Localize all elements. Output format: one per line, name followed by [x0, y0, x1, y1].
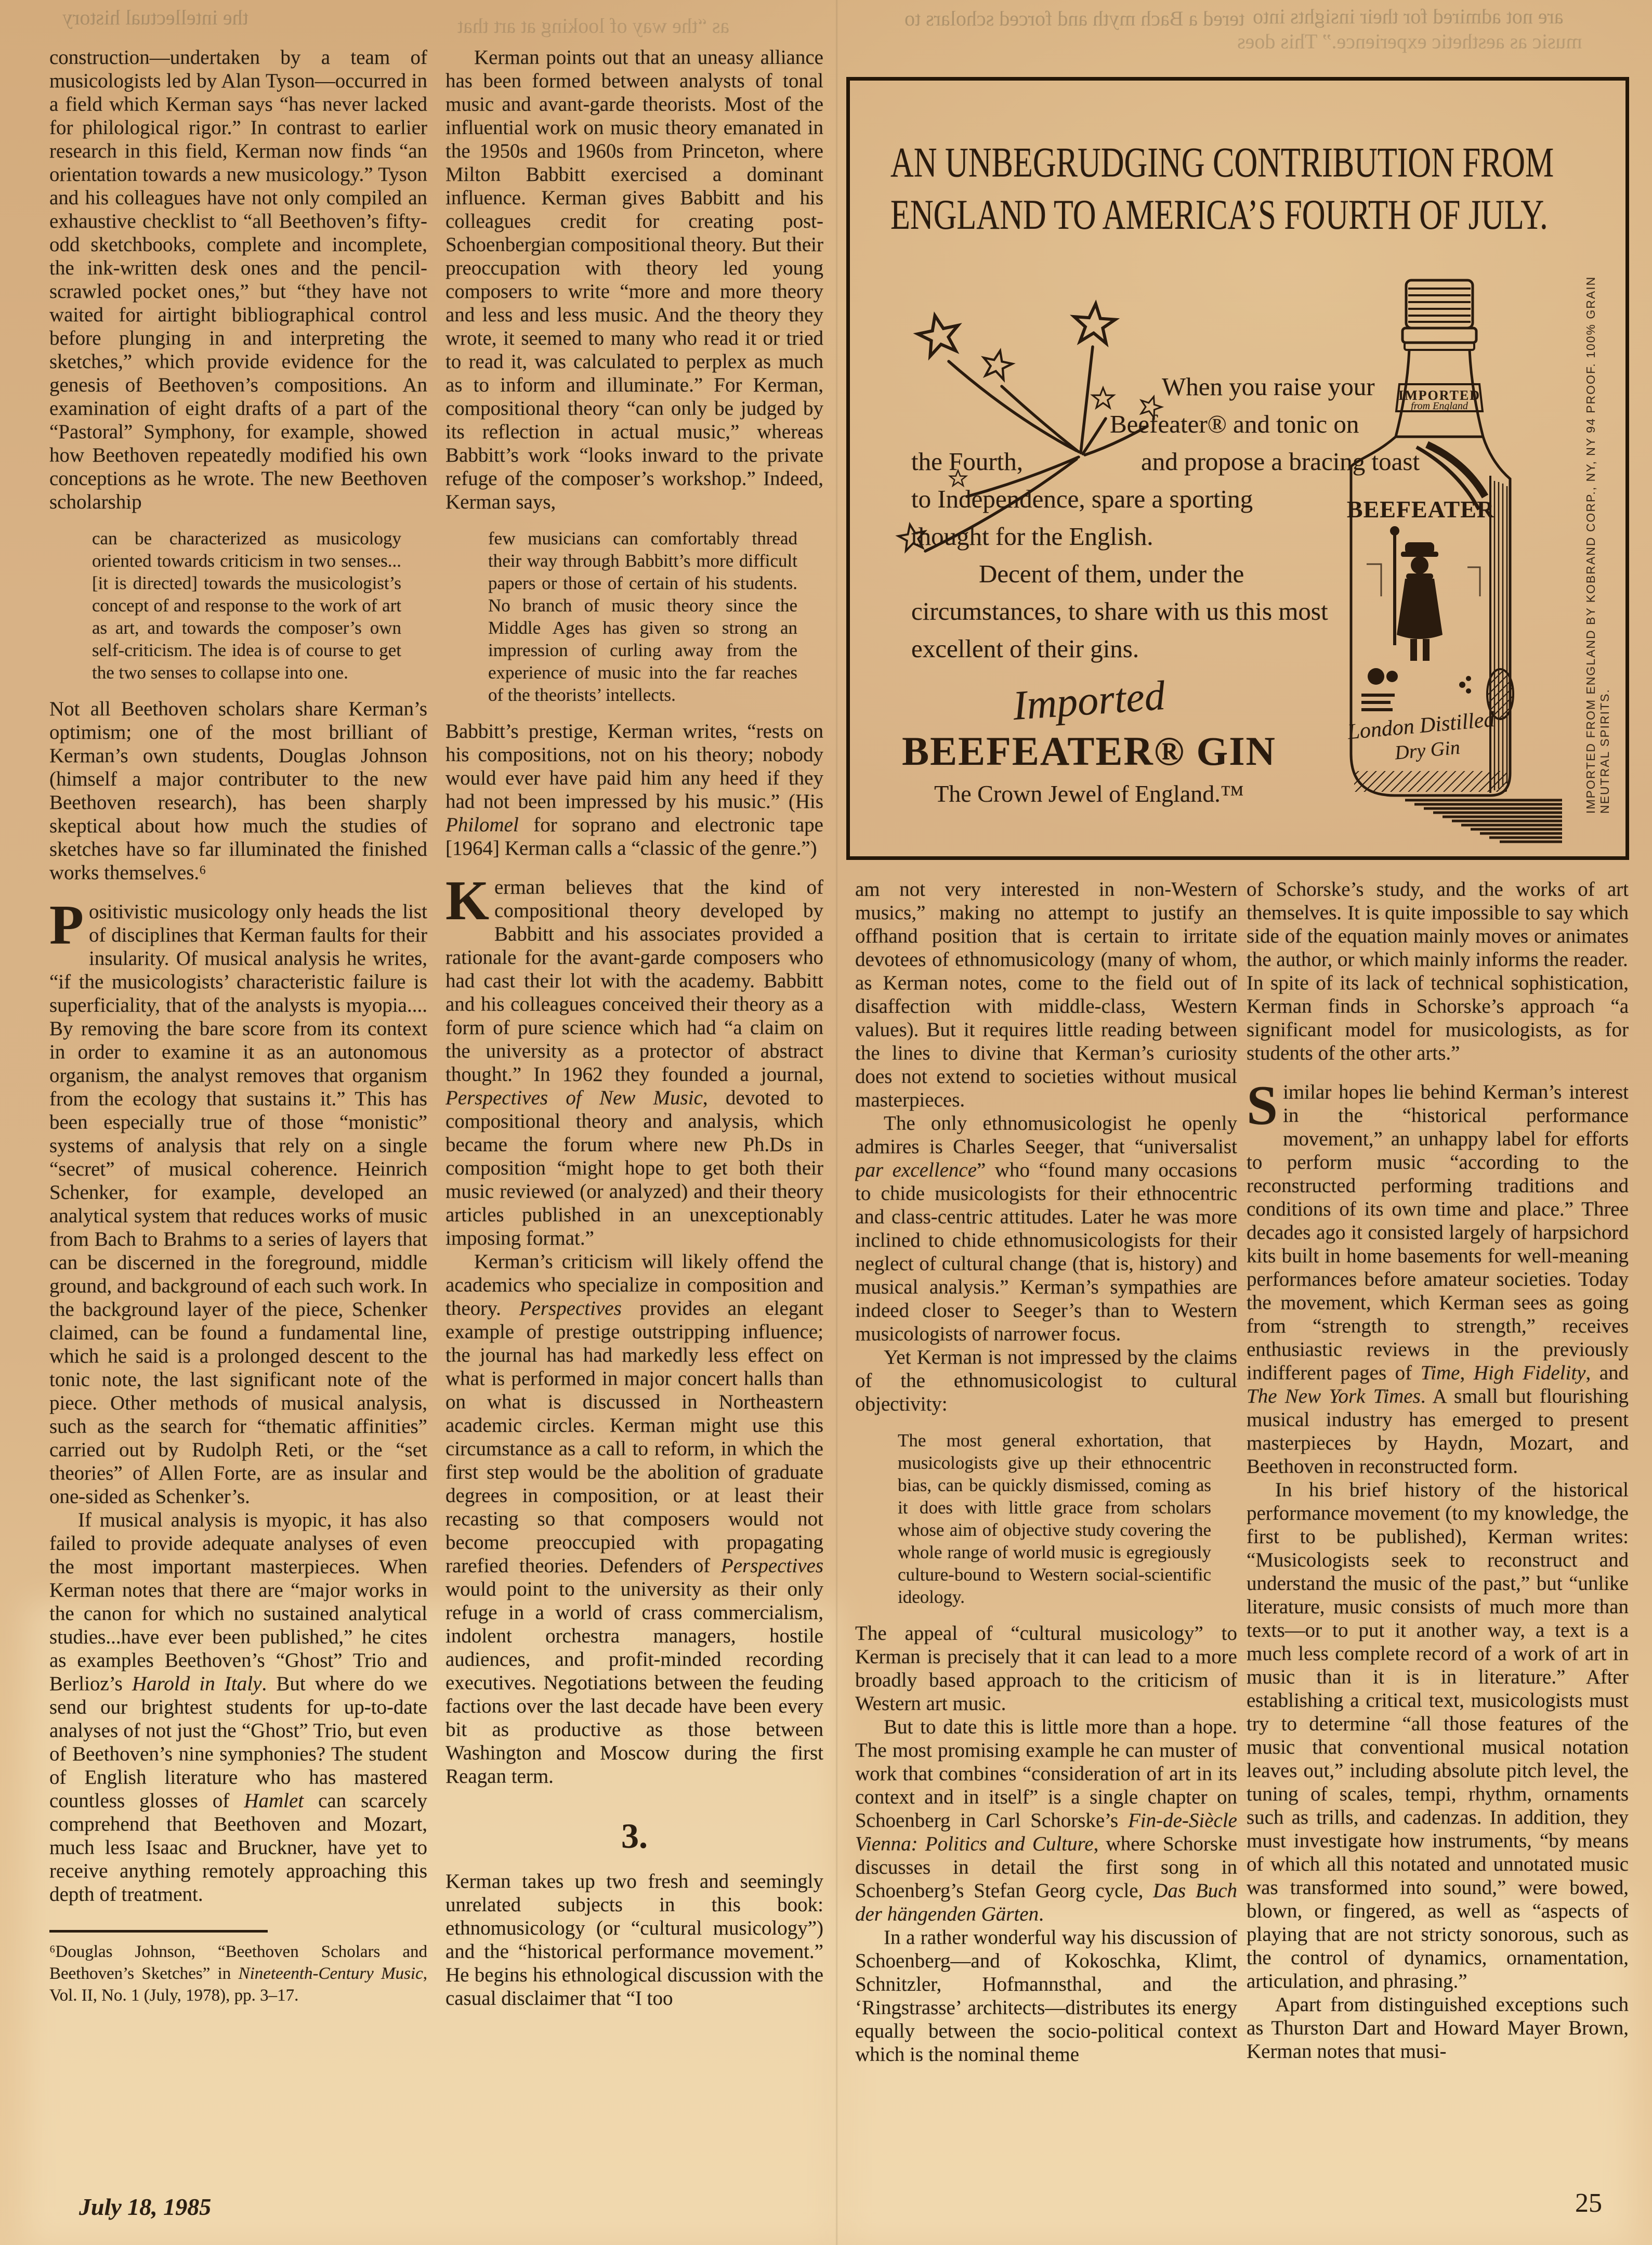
- yeoman-figure: [1390, 526, 1443, 661]
- ad-signature: [881, 672, 1297, 807]
- paragraph: Yet Kerman is not impressed by the claims of the ethnomusicologist to cultural objectivity:: [855, 1346, 1237, 1415]
- ad-copy-line: to Independence, spare a sporting: [911, 485, 1253, 513]
- ad-brand-name: BEEFEATER® GIN: [902, 728, 1276, 774]
- ad-tagline: The Crown Jewel of England.™: [934, 780, 1244, 807]
- article-column-3: [855, 878, 1237, 2167]
- bleed-through-line: are not admired for their insights into: [1253, 5, 1564, 28]
- ad-copy-line: the Fourth,: [911, 447, 1024, 476]
- svg-text:Dry Gin: Dry Gin: [1394, 736, 1461, 764]
- ad-copy-line: circumstances, to share with us this most: [911, 597, 1328, 625]
- paragraph: In spite of its lack of technical sophistication, Kerman finds in Schorske’s approach “a significant model for musicologists, as for students of the other arts.”: [1247, 972, 1629, 1064]
- bottle-script-label: London Distilled: [1346, 707, 1496, 745]
- bleed-through-line: tered a Bach myth and forced scholars to: [904, 7, 1245, 30]
- section-heading: 3.: [621, 1816, 648, 1856]
- ad-headline: AN UNBEGRUDGING CONTRIBUTION FROM ENGLAND TO AMERICA’S FOURTH OF JULY.: [890, 139, 1554, 239]
- ad-imported-script: Imported: [1011, 672, 1167, 729]
- bleed-through-line: as “the way of looking at art that: [457, 14, 730, 37]
- bottle-brand-label: BEEFEATER: [1346, 496, 1495, 523]
- footnote: ⁶Douglas Johnson, “Beethoven Scholars and Beethoven’s Sketches” in Nineteenth-Century Music, Vol. II, No. 1 (July, 1978), pp. 3–17.: [49, 1930, 427, 2006]
- drop-cap: P: [49, 894, 84, 956]
- blockquote: can be characterized as musicology oriented towards criticism in two senses...[it is directed] towards the musicologist’s concept of and response to the work of art as art, and towards the composer’s own self-criticism. The idea is of course to get the two senses to collapse into one.: [92, 528, 401, 683]
- paragraph: construction—undertaken by a team of musicologists led by Alan Tyson—occurred in a field which Kerman says “has never lacked for philological rigor.” In contrast to earlier research in this field, Kerman now finds “an orientation towards a new musicology.” Tyson and his colleagues have not only compiled an exhaustive checklist to “all Beethoven’s fifty-odd sketchbooks, complete and incomplete, the ink-written desk ones and the pencil-scrawled pocket ones,” but “they have not waited for airtight bibliographical control before plunging in and interpreting the sketches,” which provide evidence for the genesis of Beethoven’s compositions. An examination of eight drafts of a part of the “Pastoral” Symphony, for example, showed how Beethoven repeatedly modified his own conceptions as he wrote. The new Beethoven scholarship: [49, 46, 427, 513]
- paragraph: Apart from distinguished exceptions such as Thurston Dart and Howard Mayer Brown, Kerman notes that musi-: [1247, 1993, 1629, 2063]
- page-fold-crease: [836, 0, 838, 2245]
- bleed-through-line: the intellectual history: [62, 6, 248, 29]
- paragraph: If musical analysis is myopic, it has also failed to provide adequate analyses of even the most important masterpieces. When Kerman notes that there are “major works in the canon for which no sustained analytical studies...have ever been published,” he cites as examples Beethoven’s “Ghost” Trio and Berlioz’s Harold in Italy. But where do we send our brightest students for up-to-date analyses of not just the “Ghost” Trio, but even of Beethoven’s nine symphonies? The student of English literature who has mastered countless glosses of Hamlet can scarcely comprehend that Beethoven and Mozart, much less Isaac and Bruckner, have yet to receive anything remotely approaching this depth of treatment.: [49, 1509, 427, 1905]
- article-column-2: [445, 46, 823, 2141]
- bleed-through-line: music as aesthetic experience.” This does: [1237, 30, 1582, 53]
- paragraph: Kerman takes up two fresh and seemingly unrelated subjects in this book: ethnomusicology (or “cultural musicology”) and the “historical performance movement.” He begins his ethnological discussion with the casual disclaimer that “I too: [445, 1870, 823, 2009]
- blockquote: The most general exhortation, that musicologists give up their ethnocentric bias, can be quickly dismissed, coming as it does with little grace from scholars whose aim of objective study covering the whole range of world music is egregiously culture-bound to Western social-scientific ideology.: [898, 1430, 1211, 1607]
- paragraph: But to date this is little more than a hope. The most promising example he can muster of work that combines “consideration of art in its context and in itself” is a single chapter on Schoenberg in Carl Schorske’s Fin-de-Siècle Vienna: Politics and Culture, where Schorske discusses in detail the first song in Schoenberg’s Stefan Georg cycle, Das Buch der hängenden Gärten.: [855, 1716, 1237, 1925]
- ad-legal-small-print: IMPORTED FROM ENGLAND BY KOBRAND CORP., NY, NY 94 PROOF. 100% GRAIN NEUTRAL SPIRITS.: [1584, 276, 1611, 814]
- svg-text:from England: from England: [1411, 400, 1468, 412]
- issue-date: July 18, 1985: [79, 2194, 212, 2220]
- paragraph: Not all Beethoven scholars share Kerman’s optimism; one of the most brilliant of Kerman’s own students, Douglas Johnson (himself a major contributer to the new Beethoven research), has been sharply skeptical about how much the studies of sketches have so far illuminated the finished works themselves.⁶: [49, 698, 427, 884]
- paragraph: In his brief history of the historical performance movement (to my knowledge, the first to be published), Kerman writes: “Musicologists seek to reconstruct and understand the music of the past,” but “unlike literature, music consists of much more than texts—or to put it another way, a text is a much less complete record of a work of art in music than it is in literature.” After establishing a critical text, musicologists must try to determine “all those features of the music that conventional musical notation leaves out,” including absolute pitch level, the tuning of scales, tempi, rhythm, ornaments such as trills, and cadenzas. In addition, they must investigate how instruments, “by means of which all this notated and unnotated music was transformed into sound,” were bowed, blown, or fingered, as well as “aspects of playing that are not stricty sonorous, such as the control of dynamics, ornamentation, articulation, and phrasing.”: [1247, 1479, 1629, 1992]
- paragraph: Positivistic musicology only heads the list of disciplines that Kerman faults for their insularity. Of musical analysis he writes, “if the musicologists’ characteristic failure is superficiality, that of the analysts is myopia.... By removing the bare score from its context in order to examine it as an autonomous organism, the analyst removes that organism from the ecology that sustains it.” This has been especially true of those “monistic” systems of analysis that rely on a single “secret” of musical coherence. Heinrich Schenker, for example, developed an analytical system that reduces works of music from Bach to Brahms to a series of layers that can be discerned in the foreground, middle ground, and background of each such work. In the background layer of the piece, Schenker claimed, can be found a fundamental line, which he said is a prolonged descent to the tonic note, the last significant note of the piece. Other methods of musical analysis, such as the search for “thematic affinities” carried out by Rudolph Reti, or the “set theories” of Allen Forte, are as insular and one-sided as Schenker’s.: [49, 894, 427, 1508]
- ad-copy-line: Decent of them, under the: [979, 559, 1244, 588]
- drop-cap: K: [445, 870, 490, 932]
- paragraph: Kerman’s criticism will likely offend the academics who specialize in composition and theory. Perspectives provides an elegant example of prestige outstripping influence; the journal has had markedly less effect on what is performed in major concert halls than on what is discussed in Northeastern academic circles. Kerman might use this circumstance as a call to reform, in which the first step would be the abolition of graduate degrees in composition, or at least their recasting so that composers would not become preoccupied with propagating rarefied theories. Defenders of Perspectives would point to the university as their only refuge in a world of crass commercialism, indolent orchestra managers, hostile audiences, and profit-minded recording executives. Negotiations between the feuding factions over the last decade have been every bit as productive as those between Washington and Moscow during the first Reagan term.: [445, 1250, 823, 1787]
- ad-copy-line: excellent of their gins.: [911, 634, 1139, 663]
- gin-bottle-illustration: [1318, 273, 1562, 845]
- paragraph: of Schorske’s study, and the works of art themselves. It is quite impossible to say which side of the equation mainly moves or animates the author, or which mainly informs the reader.: [1247, 878, 1629, 971]
- ad-copy-line: thought for the English.: [911, 522, 1153, 551]
- blockquote: few musicians can comfortably thread their way through Babbitt’s more difficult papers or those of certain of his students. No branch of music theory since the Middle Ages has given so strong an impression of curling away from the experience of music into the far reaches of the theorists’ intellects.: [488, 528, 797, 705]
- paragraph: Kerman believes that the kind of compositional theory developed by Babbitt and his associates provided a rationale for the avant-garde composers who had cast their lot with the academy. Babbitt and his colleagues conceived their theory as a form of pure science which had “a claim on the university as a protector of abstract thought.” In 1962 they founded a journal, Perspectives of New Music, devoted to compositional theory and analysis, which became the forum where new Ph.Ds in composition “might hope to get both their music reviewed (or analyzed) and their theory articles published in an unexceptionably imposing format.”: [445, 870, 823, 1249]
- drop-cap: S: [1247, 1075, 1278, 1137]
- article-column-1: [49, 46, 427, 2141]
- page-number: 25: [1575, 2188, 1602, 2218]
- paragraph: Babbitt’s prestige, Kerman writes, “rests on his compositions, not on his theory; nobody would ever have paid him any heed if they had not been impressed by his music.” (His Philomel for soprano and electronic tape [1964] Kerman calls a “classic of the genre.”): [445, 720, 823, 859]
- ad-copy-line: When you raise your: [1162, 372, 1375, 401]
- paragraph: The only ethnomusicologist he openly admires is Charles Seeger, that “universalist par excellence” who “found many occasions to chide musicologists for their ethnocentric and class-centric attitudes. Later he was more inclined to chide ethnomusicologists for their neglect of cultural change (that is, history) and musical analysis.” Kerman’s sympathies are indeed closer to Seeger’s than to Western musicologists of narrower focus.: [855, 1112, 1237, 1345]
- paragraph: In a rather wonderful way his discussion of Schoenberg—and of Kokoschka, Klimt, Schnitzler, Hofmannsthal, and the ‘Ringstrasse’ architects—distributes its energy equally between the socio-political context which is the nominal theme: [855, 1926, 1237, 2066]
- paragraph: am not very interested in non-Western musics,” making no attempt to justify an offhand position that is certain to irritate devotees of ethnomusicology (many of whom, as Kerman notes, come to the field out of disaffection with middle-class, Western values). But it requires little reading between the lines to divine that Kerman’s curiosity does not extend to societies without musical masterpieces.: [855, 878, 1237, 1111]
- paragraph: The appeal of “cultural musicology” to Kerman is precisely that it can lead to a more broadly based approach to the criticism of Western art music.: [855, 1622, 1237, 1715]
- paragraph: Similar hopes lie behind Kerman’s interest in the “historical performance movement,” an unhappy label for efforts to perform music “according to the reconstructed performing traditions and conditions of its own time and place.” Three decades ago it consisted largely of harpsichord kits built in home basements for well-meaning performances before amateur societies. Today the movement, which Kerman sees as going from “strength to strength,” receives enthusiastic reviews in the previously indifferent pages of Time, High Fidelity, and The New York Times. A small but flourishing musical industry has emerged to present masterpieces by Haydn, Mozart, and Beethoven in reconstructed form.: [1247, 1075, 1629, 1478]
- article-column-4: [1247, 878, 1629, 2167]
- ad-copy-line: Beefeater® and tonic on: [1110, 410, 1359, 438]
- bottle-neck-label: IMPORTED: [1398, 388, 1481, 403]
- ad-copy-line: and propose a bracing toast: [1141, 447, 1420, 476]
- beefeater-gin-ad: [846, 77, 1629, 860]
- paragraph: Kerman points out that an uneasy alliance has been formed between analysts of tonal music and avant-garde theorists. Most of the influential work on music theory emanated in the 1950s and 1960s from Princeton, where Milton Babbitt exercised a dominant influence. Kerman gives Babbitt and his colleagues credit for creating post-Schoenbergian compositional theory. But their preoccupation with theory led young composers to write “more and more theory and less and less music. And the theory they wrote, it seemed to many who read it or tried to read it, was calculated to perplex as much as to inform and illuminate.” For Kerman, compositional theory “can only be judged by its reflection in actual music,” whereas Babbitt’s work “looks inward to the private refuge of the composer’s workshop.” Indeed, Kerman says,: [445, 46, 823, 513]
